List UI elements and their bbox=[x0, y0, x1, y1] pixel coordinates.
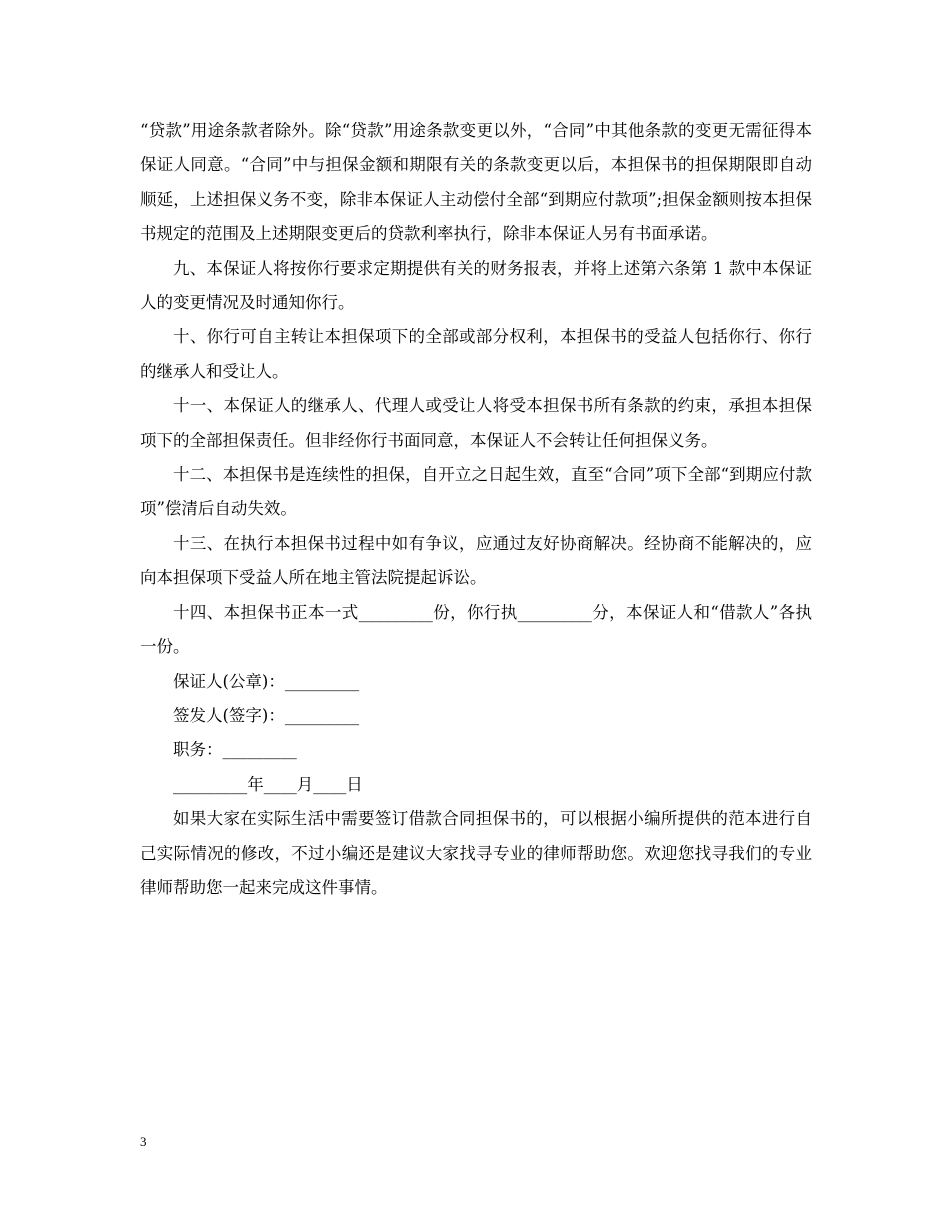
page-number: 3 bbox=[140, 1134, 147, 1149]
signature-date: _________年____月____日 bbox=[173, 774, 363, 794]
paragraph-continued-clause: “贷款”用途条款者除外。除“贷款”用途条款变更以外，“合同”中其他条款的变更无需征得本保证人同意。“合同”中与担保金额和期限有关的条款变更以后，本担保书的担保期限即自动顺延，上述担保义务不变，除非本保证人主动偿付全部“到期应付款项”;担保金额则按本担保书规定的范围及上述期限变更后的贷款利率执行，除非本保证人另有书面承诺。 bbox=[140, 121, 812, 244]
paragraph-clause-13: 十三、在执行本担保书过程中如有争议，应通过友好协商解决。经协商不能解决的，应向本担保项下受益人所在地主管法院提起诉讼。 bbox=[140, 533, 812, 588]
paragraph-closing-note: 如果大家在实际生活中需要签订借款合同担保书的，可以根据小编所提供的范本进行自己实际情况的修改，不过小编还是建议大家找寻专业的律师帮助您。欢迎您找寻我们的专业律师帮助您一起来完成这件事情。 bbox=[140, 809, 812, 897]
paragraph-clause-12: 十二、本担保书是连续性的担保，自开立之日起生效，直至“合同”项下全部“到期应付款项”偿清后自动失效。 bbox=[140, 465, 812, 519]
paragraph-clause-11: 十一、本保证人的继承人、代理人或受让人将受本担保书所有条款的约束，承担本担保项下的全部担保责任。但非经你行书面同意，本保证人不会转让任何担保义务。 bbox=[140, 396, 812, 450]
signature-issuer: 签发人(签字)：_________ bbox=[173, 705, 360, 725]
document-body bbox=[140, 114, 812, 905]
paragraph-clause-10: 十、你行可自主转让本担保项下的全部或部分权利，本担保书的受益人包括你行、你行的继承人和受让人。 bbox=[140, 327, 812, 381]
paragraph-clause-14: 十四、本担保书正本一式_________份，你行执_________分，本保证人和“借款人”各执一份。 bbox=[140, 602, 812, 657]
signature-guarantor: 保证人(公章)：_________ bbox=[173, 671, 360, 691]
signature-position: 职务：_________ bbox=[173, 740, 297, 760]
paragraph-clause-9: 九、本保证人将按你行要求定期提供有关的财务报表，并将上述第六条第 1 款中本保证人的变更情况及时通知你行。 bbox=[140, 258, 812, 313]
